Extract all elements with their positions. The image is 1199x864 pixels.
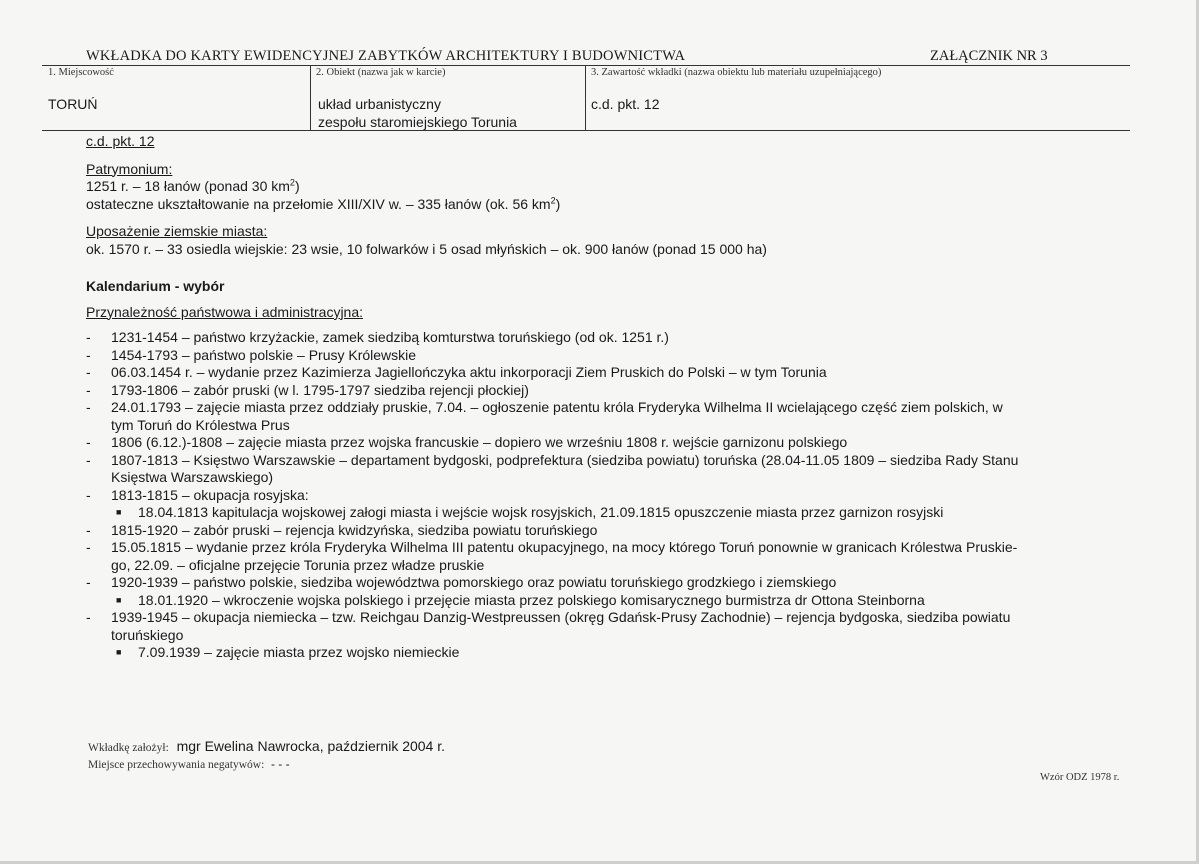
- list-item-text: 1815-1920 – zabór pruski – rejencja kwidzyńska, siedziba powiatu toruńskiego: [111, 521, 598, 538]
- square-bullet: ■: [116, 507, 122, 517]
- dash-bullet: -: [86, 574, 91, 590]
- list-item: [86, 574, 1136, 592]
- attachment-number: ZAŁĄCZNIK NR 3: [930, 48, 1048, 64]
- object-value-line1: układ urbanistyczny: [318, 96, 441, 112]
- dash-bullet: -: [86, 609, 91, 625]
- document-body: [86, 133, 1136, 662]
- dash-bullet: -: [86, 434, 91, 450]
- list-item: [86, 452, 1136, 487]
- square-bullet: ■: [116, 647, 122, 657]
- list-item-text: 1231-1454 – państwo krzyżackie, zamek siedzibą komturstwa toruńskiego (od ok. 1251 r.): [111, 329, 669, 345]
- square-bullet: ■: [116, 594, 122, 605]
- table-divider-1: [310, 65, 311, 131]
- dash-bullet: -: [86, 539, 91, 555]
- author-line: [88, 738, 445, 754]
- locality-label: 1. Miejscowość: [48, 67, 114, 78]
- land-line: ok. 1570 r. – 33 osiedla wiejskie: 23 wsie, 10 folwarków i 5 osad młyńskich – ok. 900 łanów (ponad 15 000 ha): [86, 240, 767, 257]
- list-item: [86, 609, 1136, 644]
- list-item: [86, 364, 1136, 382]
- list-item-text: go, 22.09. – oficjalne przejęcie Torunia przez władze pruskie: [111, 556, 485, 573]
- dash-bullet: -: [86, 399, 91, 415]
- contents-value: c.d. pkt. 12: [591, 96, 660, 112]
- list-item-text: 1806 (6.12.)-1808 – zajęcie miasta przez wojska francuskie – dopiero we wrześniu 1808 r. wejście garnizonu polskiego: [111, 434, 848, 450]
- author-label: Wkładkę założył:: [88, 742, 169, 754]
- author-value: mgr Ewelina Nawrocka, październik 2004 r.: [176, 738, 446, 754]
- list-item-text: 15.05.1815 – wydanie przez króla Fryderyka Wilhelma III patentu okupacyjnego, na mocy którego Toruń ponownie w granicach Królestwa Pruskie-: [111, 539, 1018, 555]
- land-heading: Uposażenie ziemskie miasta:: [86, 223, 268, 239]
- list-item-text: Księstwa Warszawskiego): [111, 469, 274, 485]
- dash-bullet: -: [86, 381, 91, 398]
- list-item: [86, 487, 1136, 505]
- list-item-text: 1793-1806 – zabór pruski (w l. 1795-1797 siedziba rejencji płockiej): [111, 381, 529, 398]
- list-item-text: 1920-1939 – państwo polskie, siedziba województwa pomorskiego oraz powiatu toruńskiego grodzkiego i ziemskiego: [111, 574, 837, 590]
- patrimony-line-2: ostateczne ukształtowanie na przełomie XIII/XIV w. – 335 łanów (ok. 56 $km^2$): [86, 194, 561, 212]
- sub-list-item: [86, 644, 1136, 662]
- dash-bullet: -: [86, 364, 91, 380]
- list-item-text: 1813-1815 – okupacja rosyjska:: [111, 486, 309, 503]
- list-item: [86, 399, 1136, 434]
- list-item: [86, 347, 1136, 365]
- list-item-text: 06.03.1454 r. – wydanie przez Kazimierza Jagiellończyka aktu inkorporacji Ziem Pruskich do Polski – w tym Torunia: [111, 364, 827, 380]
- list-item-text: 7.09.1939 – zajęcie miasta przez wojsko niemieckie: [138, 644, 460, 660]
- list-item: [86, 522, 1136, 540]
- timeline-list: [86, 329, 1136, 662]
- negatives-value: - - -: [270, 757, 290, 771]
- list-item: [86, 434, 1136, 452]
- object-value-line2: zespołu staromiejskiego Torunia: [318, 114, 517, 130]
- dash-bullet: -: [86, 346, 91, 363]
- calendar-heading: Kalendarium - wybór: [86, 278, 225, 294]
- sub-list-item: [86, 592, 1136, 610]
- table-top-line: [42, 65, 1130, 66]
- object-label: 2. Obiekt (nazwa jak w karcie): [316, 67, 446, 78]
- negatives-label: Miejsce przechowywania negatywów:: [88, 759, 265, 771]
- list-item-text: toruńskiego: [111, 626, 184, 643]
- list-item-text: 1807-1813 – Księstwo Warszawskie – departament bydgoski, podprefektura (siedziba powiatu) toruńska (28.04-11.05 1809 – siedziba Rady Stanu: [111, 451, 1019, 468]
- list-item-text: 1454-1793 – państwo polskie – Prusy Królewskie: [111, 346, 417, 363]
- contents-label: 3. Zawartość wkładki (nazwa obiektu lub materiału uzupełniającego): [591, 67, 882, 78]
- list-item-text: 18.01.1920 – wkroczenie wojska polskiego i przejęcie miasta przez polskiego komisarycznego burmistrza dr Ottona Steinborna: [138, 591, 925, 608]
- sub-list-item: [86, 504, 1136, 522]
- dash-bullet: -: [86, 486, 91, 503]
- list-item: [86, 539, 1136, 574]
- list-item: [86, 382, 1136, 400]
- affiliation-heading: Przynależność państwowa i administracyjna:: [86, 303, 364, 320]
- document-title: WKŁADKA DO KARTY EWIDENCYJNEJ ZABYTKÓW ARCHITEKTURY I BUDOWNICTWA: [86, 48, 686, 64]
- list-item-text: 1939-1945 – okupacja niemiecka – tzw. Reichgau Danzig-Westpreussen (okręg Gdańsk-Prusy Zachodnie) – rejencja bydgoska, siedziba powiatu: [111, 609, 1011, 625]
- locality-value: TORUŃ: [48, 96, 98, 112]
- table-divider-2: [585, 65, 586, 131]
- dash-bullet: -: [86, 521, 91, 538]
- list-item: [86, 329, 1136, 347]
- negatives-line: [88, 757, 290, 771]
- patrimony-heading: Patrymonium:: [86, 160, 173, 177]
- dash-bullet: -: [86, 451, 91, 468]
- template-note: Wzór ODZ 1978 r.: [1040, 772, 1120, 783]
- dash-bullet: -: [86, 329, 91, 345]
- continuation-heading: c.d. pkt. 12: [86, 133, 155, 149]
- list-item-text: tym Toruń do Królestwa Prus: [111, 416, 290, 433]
- list-item-text: 24.01.1793 – zajęcie miasta przez oddziały pruskie, 7.04. – ogłoszenie patentu króla Fryderyka Wilhelma II wcielającego część ziem polskich, w: [111, 399, 1003, 415]
- table-bottom-line: [42, 130, 1130, 131]
- list-item-text: 18.04.1813 kapitulacja wojskowej załogi miasta i wejście wojsk rosyjskich, 21.09.1815 opuszczenie miasta przez garnizon rosyjski: [138, 504, 944, 520]
- patrimony-line-1: 1251 r. – 18 łanów (ponad 30 $km^2$): [86, 177, 300, 194]
